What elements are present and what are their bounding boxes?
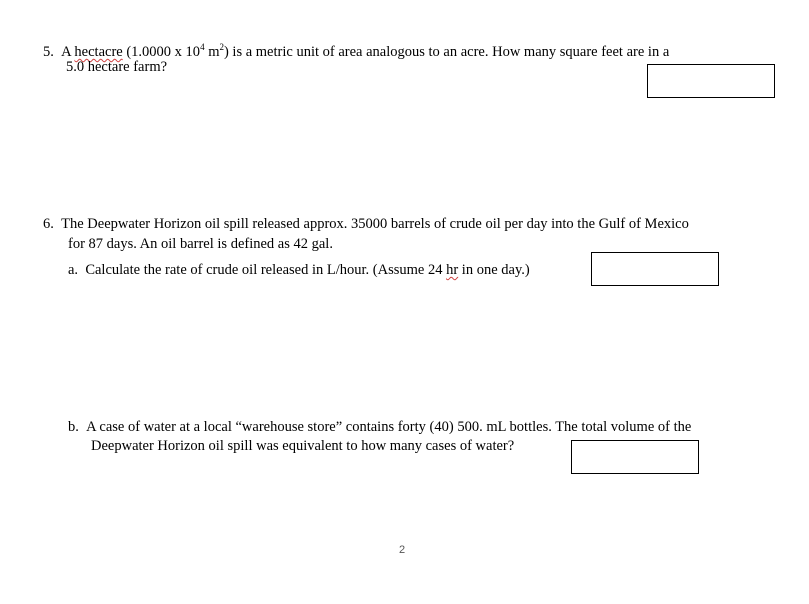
q5-pre: A bbox=[61, 43, 75, 60]
q5-line-2: 5.0 hectare farm? bbox=[66, 59, 168, 75]
q6b-line-1 bbox=[68, 418, 691, 436]
q6a-post: in one day.) bbox=[458, 262, 530, 278]
q6b-answer-box[interactable] bbox=[571, 440, 699, 474]
q6b-label: b. bbox=[68, 419, 79, 435]
q5-number: 5. bbox=[43, 43, 54, 60]
q5-mid2: m bbox=[204, 43, 220, 60]
q6a-answer-box[interactable] bbox=[591, 252, 719, 286]
q6a-unit-hr: hr bbox=[446, 262, 459, 278]
q5-mid1: (1.0000 x 10 bbox=[122, 43, 201, 60]
q5-term-hectacre: hectacre bbox=[74, 43, 123, 60]
q6-line-1 bbox=[43, 215, 689, 233]
q6b-text-line-1: A case of water at a local “warehouse store” contains forty (40) 500. mL bottles. The total volume of the bbox=[86, 419, 692, 435]
q5-exponent-2: 2 bbox=[219, 42, 224, 52]
q6-text-line-1: The Deepwater Horizon oil spill released approx. 35000 barrels of crude oil per day into the Gulf of Mexico bbox=[61, 216, 689, 232]
q6b-line-2: Deepwater Horizon oil spill was equivalent to how many cases of water? bbox=[91, 438, 515, 454]
q6-line-2: for 87 days. An oil barrel is defined as 42 gal. bbox=[68, 236, 333, 252]
q5-exponent-4: 4 bbox=[200, 42, 205, 52]
q5-post: ) is a metric unit of area analogous to an acre. How many square feet are in a bbox=[223, 43, 670, 60]
q6-number: 6. bbox=[43, 216, 54, 232]
q6a-line bbox=[68, 261, 530, 279]
q5-answer-box[interactable] bbox=[647, 64, 775, 98]
q6a-pre: Calculate the rate of crude oil released in L/hour. (Assume 24 bbox=[85, 262, 447, 278]
page-number: 2 bbox=[399, 544, 406, 556]
q6a-label: a. bbox=[68, 262, 79, 278]
